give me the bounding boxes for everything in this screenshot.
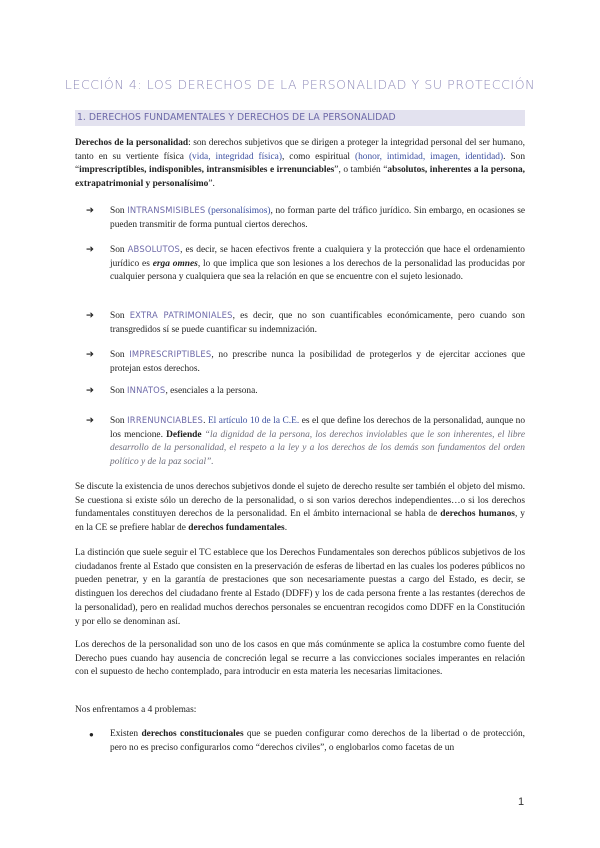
list-item: Son ABSOLUTOS, es decir, se hacen efectivos frente a cualquiera y la protección que hace el ordenamiento jurídico es erga omnes, lo que implica que son lesiones a los derechos de la personalidad las producidas por cualquier persona y cualquiera que sea la relación en que se encuentre con el sujeto lesionado. <box>110 244 526 283</box>
arrow-icon: ➔ <box>86 349 94 360</box>
arrow-icon: ➔ <box>86 310 94 321</box>
list-item: Son EXTRA PATRIMONIALES, es decir, que no son cuantificables económicamente, pero cuando son transgredidos sí se puede cuantificar su indemnización. <box>110 310 525 335</box>
arrow-icon: ➔ <box>86 205 94 216</box>
intro-paragraph: Derechos de la personalidad: son derechos subjetivos que se dirigen a proteger la integridad personal del ser humano, tanto en su vertiente física (vida, integridad física), como espiritual (honor, intimidad, imagen, identidad). Son “imprescriptibles, indisponibles, intransmisibles e irrenunciables”, o también “absolutos, inherentes a la persona, extrapatrimonial y personalísimo”. <box>75 138 526 190</box>
paragraph-4: Los derechos de la personalidad son uno de los casos en que más comúnmente se aplica la costumbre como fuente del Derecho pues cuando hay ausencia de concreción legal se recurre a las convicciones sociales imperantes en relación con el supuesto de hecho contemplado, para introducir en esta materia les necesarias limitaciones. <box>75 640 525 678</box>
spiritual-examples: (honor, intimidad, imagen, identidad) <box>354 151 504 162</box>
paragraph-3: La distinción que suele seguir el TC establece que los Derechos Fundamentales son derechos públicos subjetivos de los ciudadanos frente al Estado que consisten en la preservación de esferas de libertad en las cuales los poderes públicos no pueden penetrar, y en la garantía de prestaciones que son necesariamente puestas a cargo del Estado, es decir, se distinguen los derechos del ciudadano frente al Estado (DDFF) y los de cada persona frente a las restantes (derechos de la personalidad), pero en realidad muchos derechos personales se encuentran recogidos como DDFF en la Constitución y por ello se denominan así. <box>75 548 525 627</box>
page-title: LECCIÓN 4: LOS DERECHOS DE LA PERSONALIDAD Y SU PROTECCIÓN <box>64 77 536 92</box>
term-bold: Derechos de la personalidad <box>75 138 189 148</box>
arrow-icon: ➔ <box>86 385 94 396</box>
list-item: Son IMPRESCRIPTIBLES, no prescribe nunca la posibilidad de protegerlos y de ejercitar acciones que protejan estos derechos. <box>110 349 525 374</box>
list-item: Son INTRANSMISIBLES (personalísimos), no forman parte del tráfico jurídico. Sin embargo, en ocasiones se pueden transmitir de forma puntual ciertos derechos. <box>110 205 526 230</box>
page-number: 1 <box>518 796 525 808</box>
paragraph-2: Se discute la existencia de unos derechos subjetivos donde el sujeto de derecho resulte ser también el objeto del mismo. Se cuestiona si existe sólo un derecho de la personalidad, o si son varios derechos independientes…o si los derechos fundamentales constituyen derechos de la personalidad. En el ámbito internacional se habla de derechos humanos, y en la CE se prefiere hablar de derechos fundamentales. <box>75 482 525 534</box>
article-reference: El artículo 10 de la C.E. <box>207 416 300 426</box>
list-item: Son IRRENUNCIABLES. El artículo 10 de la C.E. es el que define los derechos de la personalidad, aunque no los mencione. Defiende “la dignidad de la persona, los derechos inviolables que le son inherentes, el libre desarrollo de la personalidad, el respeto a la ley y a los derechos de los demás son fundamentos del orden político y de la paz social”. <box>110 415 526 468</box>
paragraph-5: Nos enfrentamos a 4 problemas: <box>75 705 197 715</box>
bullet-icon: ● <box>89 730 94 739</box>
list-item: Son INNATOS, esenciales a la persona. <box>110 385 258 396</box>
section-heading: 1. DERECHOS FUNDAMENTALES Y DERECHOS DE LA PERSONALIDAD <box>75 110 525 126</box>
physical-examples: (vida, integridad física) <box>188 151 282 162</box>
arrow-icon: ➔ <box>86 244 94 255</box>
arrow-icon: ➔ <box>86 415 94 426</box>
list-item: Existen derechos constitucionales que se pueden configurar como derechos de la libertad o de protección, pero no es preciso configurarlos como “derechos civiles”, o englobarlos como facetas de un <box>110 729 526 753</box>
